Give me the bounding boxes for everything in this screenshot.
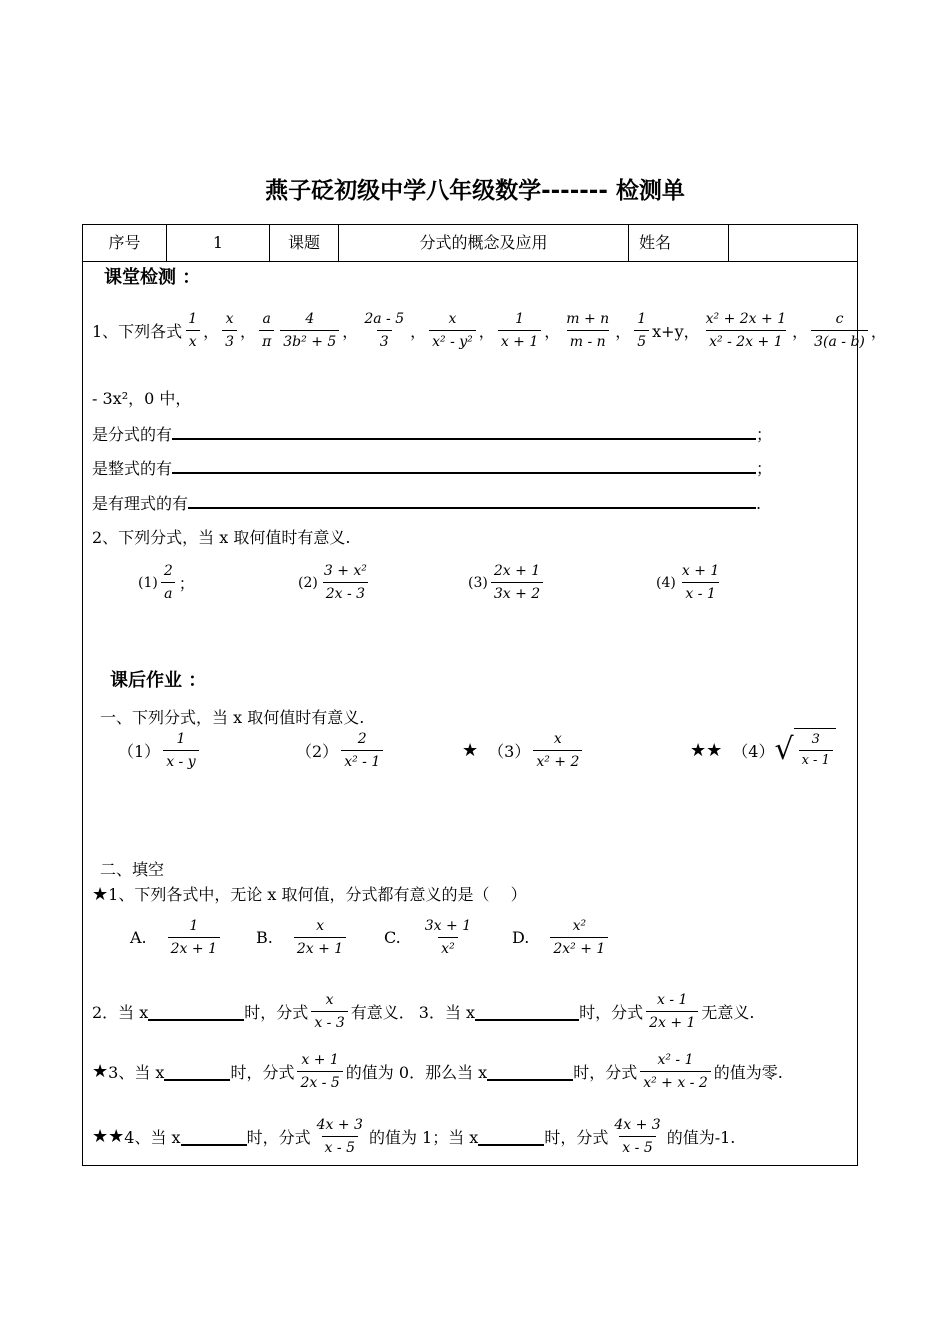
fill-fraction-row: 是分式的有 ； <box>92 422 772 445</box>
hw-item-2: （2） $\frac{2}{\text{x² - 1}}$ <box>296 730 386 771</box>
sqrt-expression: √ $\frac{3}{x - 1}$ <box>774 728 835 772</box>
hw-part2-q1: ★1、下列各式中，无论 x 取何值，分式都有意义的是（ ） <box>92 884 527 905</box>
star-icon: ★ <box>462 740 479 761</box>
fill-fraction-blank[interactable] <box>172 422 756 440</box>
hw-item-3: ★ （3） $\frac{x}{\text{x² + 2}}$ <box>462 730 585 771</box>
hw-part2-q4: ★ 3、当 x 时，分式 $\frac{x + 1}{2x - 5}$ 的值为 0．那么当 x 时，分式 $\frac{\text{x² - 1}}{\text{x² + x - 2}}$ 的值为零. <box>92 1052 783 1091</box>
option-b[interactable]: B. $\frac{x}{2x + 1}$ <box>256 917 349 958</box>
q5-blank-2[interactable] <box>478 1128 544 1146</box>
q2-item-3: (3) $\frac{2x + 1}{3x + 2}$ <box>468 562 546 603</box>
q5-blank-1[interactable] <box>181 1128 247 1146</box>
q3-blank[interactable] <box>475 1003 579 1021</box>
fill-rational-row: 是有理式的有 . <box>92 491 761 514</box>
q2-item-2: (2) $\frac{\text{3 + x²}}{2x - 3}$ <box>298 563 367 602</box>
double-star-icon: ★★ <box>92 1126 125 1147</box>
name-value[interactable] <box>729 225 857 261</box>
option-a[interactable]: A. $\frac{1}{2x + 1}$ <box>130 917 223 958</box>
option-c[interactable]: C. $\frac{3x + 1}{\text{x²}}$ <box>384 918 472 957</box>
q2-blank[interactable] <box>148 1003 244 1021</box>
hw-item-1: （1） $\frac{1}{x - y}$ <box>118 730 202 771</box>
q4-blank-1[interactable] <box>164 1063 230 1081</box>
seq-label: 序号 <box>83 225 167 261</box>
topic-label: 课题 <box>270 225 339 261</box>
q2-item-1: (1) $\frac{2}{a}$ ； <box>138 563 195 602</box>
hw-part1-text: 一、下列分式，当 x 取何值时有意义. <box>100 708 365 727</box>
seq-value: 1 <box>167 225 270 261</box>
q2-text: 2、下列分式，当 x 取何值时有意义. <box>92 528 351 547</box>
q1-prefix: 1、下列各式 <box>92 322 183 341</box>
page-title: 燕子砭初级中学八年级数学------- 检测单 <box>265 178 685 204</box>
fill-integral-blank[interactable] <box>172 456 756 474</box>
fill-integral-row: 是整式的有 ； <box>92 456 772 479</box>
name-label: 姓名 <box>629 225 729 261</box>
classroom-heading: 课堂检测 ： <box>104 267 201 288</box>
double-star-icon: ★★ <box>690 739 723 761</box>
fill-rational-blank[interactable] <box>188 491 756 509</box>
hw-part2-q5: ★★ 4、当 x 时，分式 $\frac{4x + 3}{x - 5}$ 的值为 1；当 x 时，分式 $\frac{4x + 3}{x - 5}$ 的值为-1. <box>92 1117 736 1156</box>
header-row <box>83 225 857 262</box>
topic-value: 分式的概念及应用 <box>339 225 629 261</box>
hw-part2-q2-q3: 2．当 x 时，分式 $\frac{x}{x - 3}$ 有意义． 3．当 x 时，分式 $\frac{x - 1}{2x + 1}$ 无意义. <box>92 992 755 1031</box>
homework-heading: 课后作业 ： <box>110 670 207 691</box>
q4-blank-2[interactable] <box>487 1063 573 1081</box>
q1-line2: - 3x²，0 中， <box>92 389 192 408</box>
q2-item-4: (4) $\frac{x + 1}{x - 1}$ <box>656 563 720 602</box>
hw-part2-heading: 二、填空 <box>100 860 165 879</box>
star-icon: ★ <box>92 1061 109 1082</box>
star-icon: ★ <box>92 884 109 905</box>
option-d[interactable]: D. $\frac{\text{x²}}{\text{2x² + 1}}$ <box>512 917 611 958</box>
hw-item-4: ★★ （4） √ $\frac{3}{x - 1}$ <box>690 728 836 772</box>
q1-expressions: 1、下列各式 $\frac{1}{x}$ ， $\frac{x}{3}$ ， $\frac{a}{\pi}$ $\frac{4}{\text{3b² + 5}}$ ， $\frac{2a - 5}{3}$ ， $\frac{x}{\text{x² - y²}}$ ， $\frac{1}{x + 1}$ ， $\frac{m + n}{m - n}$ ， $\frac{1}{5}$ x+y， $\frac{\text{x² + 2x + 1}}{\text{x² - 2x + 1}}$ ， $\frac{c}{3(a - b)}$ ， <box>92 311 887 350</box>
